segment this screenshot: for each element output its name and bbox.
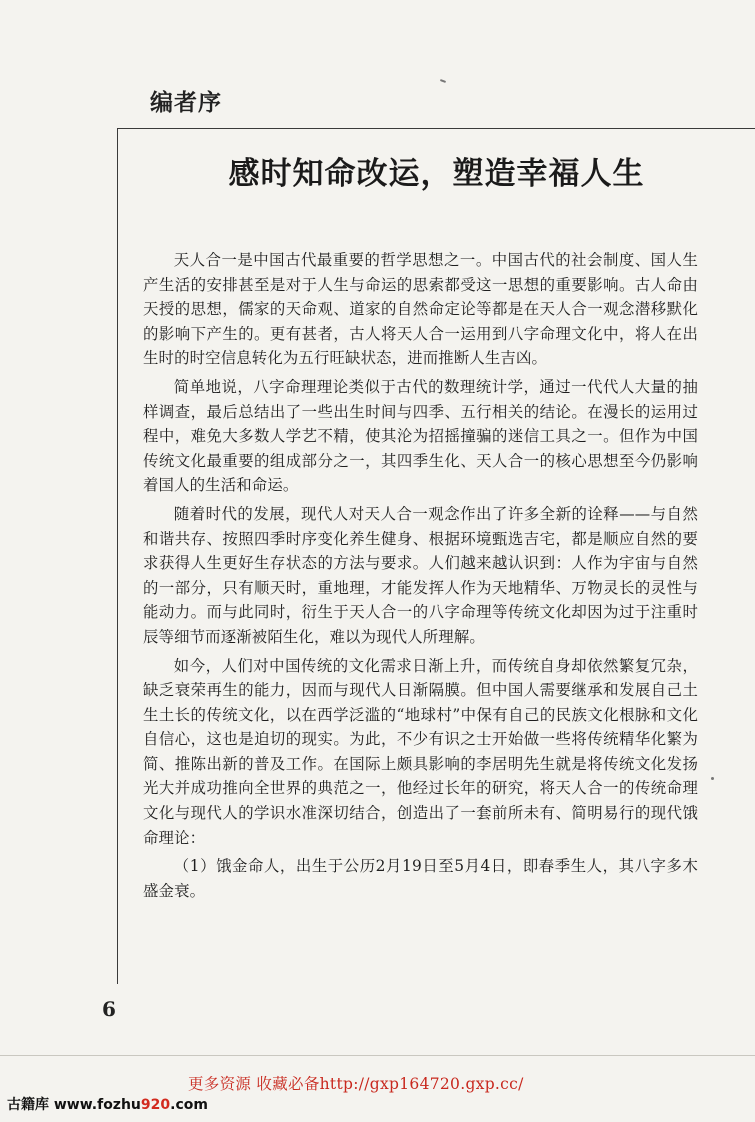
section-label: 编者序 <box>150 89 222 116</box>
site-logo-suffix: .com <box>170 1097 208 1113</box>
footer-rule <box>0 1055 755 1056</box>
paragraph-5: （1）饿金命人，出生于公历2月19日至5月4日，即春季生人，其八字多木盛金衰。 <box>143 857 698 900</box>
watermark-link[interactable]: 更多资源 收藏必备http://gxp164720.gxp.cc/ <box>188 1075 524 1093</box>
paragraph-3: 随着时代的发展，现代人对天人合一观念作出了许多全新的诠释——与自然和谐共存、按照四季时序变化养生健身、根据环境甄选吉宅，都是顺应自然的要求获得人生更好生存状态的方法与要求。人们越来越认识到：人作为宇宙与自然的一部分，只有顺天时，重地理，才能发挥人作为天地精华、万物灵长的灵性与能动力。而与此同时，衍生于天人合一的八字命理等传统文化却因为过于注重时辰等细节而逐渐被陌生化，难以为现代人所理解。 <box>143 504 698 646</box>
frame-top-rule <box>118 128 755 129</box>
page-title: 感时知命改运，塑造幸福人生 <box>228 156 645 192</box>
paragraph-4: 如今，人们对中国传统的文化需求日渐上升，而传统自身却依然繁复冗杂，缺乏衰荣再生的能力，因而与现代人日渐隔膜。但中国人需要继承和发展自己土生土长的传统文化，以在西学泛滥的“地球村”中保有自己的民族文化根脉和文化自信心，这也是迫切的现实。为此，不少有识之士开始做一些将传统精华化繁为简、推陈出新的普及工作。在国际上颇具影响的李居明先生就是将传统文化发扬光大并成功推向全世界的典范之一，他经过长年的研究，将天人合一的传统命理文化与现代人的学识水准深切结合，创造出了一套前所未有、简明易行的现代饿命理论： <box>143 656 698 847</box>
site-logo-accent: 920 <box>140 1097 171 1113</box>
frame-left-rule <box>117 128 118 984</box>
paragraph-1: 天人合一是中国古代最重要的哲学思想之一。中国古代的社会制度、国人生产生活的安排甚至是对于人生与命运的思索都受这一思想的重要影响。古人命由天授的思想，儒家的天命观、道家的自然命定论等都是在天人合一观念潜移默化的影响下产生的。更有甚者，古人将天人合一运用到八字命理文化中，将人在出生时的时空信息转化为五行旺缺状态，进而推断人生吉凶。 <box>143 251 698 368</box>
paragraph-2: 简单地说，八字命理理论类似于古代的数理统计学，通过一代代人大量的抽样调查，最后总结出了一些出生时间与四季、五行相关的结论。在漫长的运用过程中，难免大多数人学艺不精，使其沦为招摇撞骗的迷信工具之一。但作为中国传统文化最重要的组成部分之一，其四季生化、天人合一的核心思想至今仍影响着国人的生活和命运。 <box>143 377 698 495</box>
body-text <box>143 248 698 907</box>
scan-speck <box>711 777 714 780</box>
site-logo <box>7 1094 208 1114</box>
scan-speck <box>440 79 446 83</box>
site-logo-prefix: 古籍库 www.fozhu <box>7 1097 141 1113</box>
page-number: 6 <box>102 997 116 1021</box>
